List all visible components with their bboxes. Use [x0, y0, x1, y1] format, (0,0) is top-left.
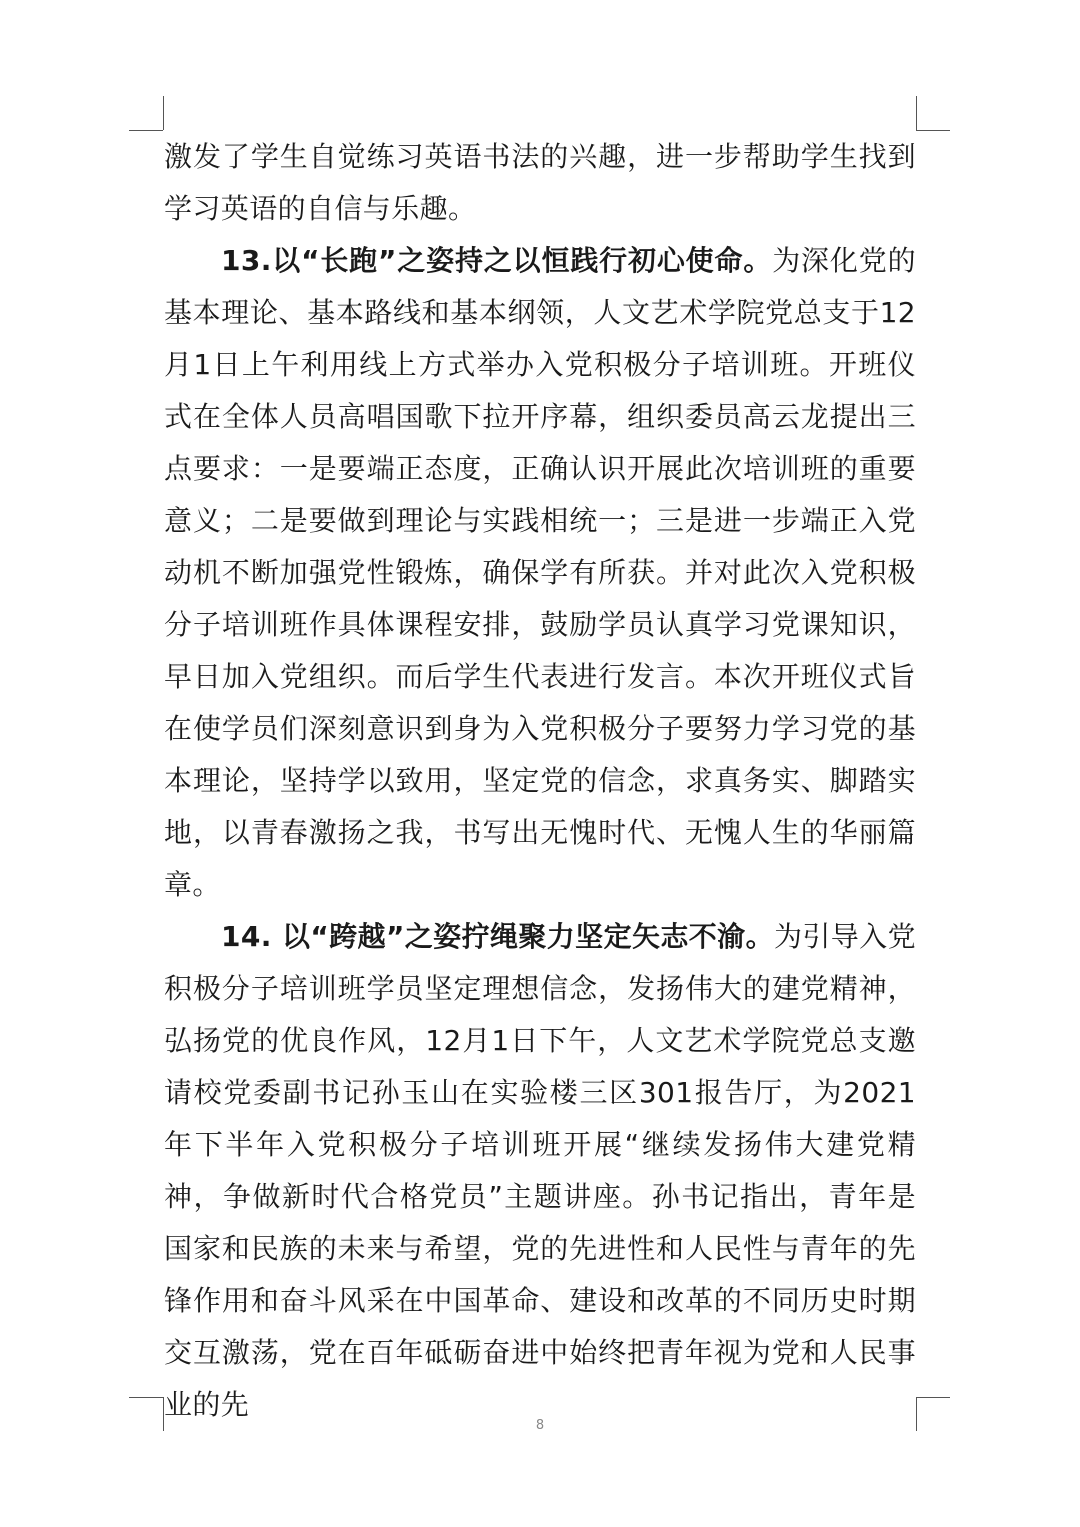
- paragraph-text: 激发了学生自觉练习英语书法的兴趣，进一步帮助学生找到学习英语的自信与乐趣。: [164, 140, 916, 225]
- paragraph-continuation: [164, 131, 916, 235]
- document-body: [164, 131, 916, 1431]
- paragraph-heading: 14. 以“跨越”之姿拧绳聚力坚定矢志不渝。: [221, 920, 774, 953]
- paragraph-text: 为引导入党积极分子培训班学员坚定理想信念，发扬伟大的建党精神，弘扬党的优良作风，12月1日下午，人文艺术学院党总支邀请校党委副书记孙玉山在实验楼三区301报告厅，为2021年下半年入党积极分子培训班开展“继续发扬伟大建党精神，争做新时代合格党员”主题讲座。孙书记指出，青年是国家和民族的未来与希望，党的先进性和人民性与青年的先锋作用和奋斗风采在中国革命、建设和改革的不同历史时期交互激荡，党在百年砥砺奋进中始终把青年视为党和人民事业的先: [164, 920, 916, 1421]
- paragraph-text: 为深化党的基本理论、基本路线和基本纲领，人文艺术学院党总支于12月1日上午利用线上方式举办入党积极分子培训班。开班仪式在全体人员高唱国歌下拉开序幕，组织委员高云龙提出三点要求：一是要端正态度，正确认识开展此次培训班的重要意义；二是要做到理论与实践相统一；三是进一步端正入党动机不断加强党性锻炼，确保学有所获。并对此次入党积极分子培训班作具体课程安排，鼓励学员认真学习党课知识，早日加入党组织。而后学生代表进行发言。本次开班仪式旨在使学员们深刻意识到身为入党积极分子要努力学习党的基本理论，坚持学以致用，坚定党的信念，求真务实、脚踏实地，以青春激扬之我，书写出无愧时代、无愧人生的华丽篇章。: [164, 244, 916, 901]
- paragraph-item-13: [164, 235, 916, 911]
- paragraph-heading: 13.以“长跑”之姿持之以恒践行初心使命。: [221, 244, 773, 277]
- paragraph-item-14: [164, 911, 916, 1431]
- page-number: 8: [535, 1418, 545, 1433]
